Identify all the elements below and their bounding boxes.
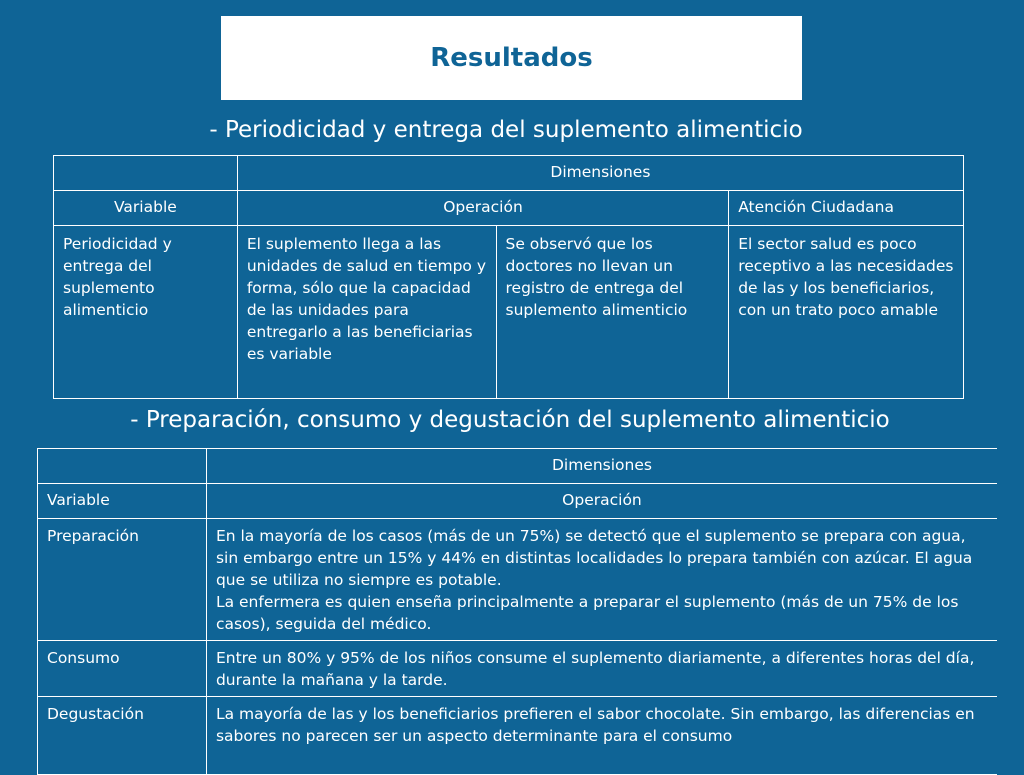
- table-row: [38, 697, 998, 775]
- operacion-header: Operación: [206, 484, 997, 519]
- operacion-cell: En la mayoría de los casos (más de un 75%) se detectó que el suplemento se prepara con agua, sin embargo entre un 15% y 44% en distintas localidades lo prepara también con azúcar. El agua que se utiliza no siempre es potable. La enfermera es quien enseña principalmente a preparar el suplemento (más de un 75% de los casos), seguida del médico.: [206, 519, 997, 641]
- section-heading-periodicidad: - Periodicidad y entrega del suplemento alimenticio: [209, 117, 803, 143]
- table-row: [54, 156, 964, 191]
- atencion-cell: El sector salud es poco receptivo a las necesidades de las y los beneficiarios, con un trato poco amable: [729, 226, 964, 399]
- section-heading-preparacion: - Preparación, consumo y degustación del suplemento alimenticio: [130, 407, 890, 433]
- dimensiones-header: Dimensiones: [206, 449, 997, 484]
- table-periodicidad: [53, 155, 964, 399]
- variable-cell: Degustación: [38, 697, 207, 775]
- variable-header: Variable: [38, 484, 207, 519]
- table-row: [54, 226, 964, 399]
- operacion-cell: Entre un 80% y 95% de los niños consume el suplemento diariamente, a diferentes horas del día, durante la mañana y la tarde.: [206, 641, 997, 697]
- table-row: [38, 641, 998, 697]
- empty-cell: [54, 156, 238, 191]
- table-row: [54, 191, 964, 226]
- variable-cell: Periodicidad y entrega del suplemento alimenticio: [54, 226, 238, 399]
- variable-cell: Consumo: [38, 641, 207, 697]
- title-box: [221, 16, 802, 100]
- table-row: [38, 449, 998, 484]
- atencion-header: Atención Ciudadana: [729, 191, 964, 226]
- variable-cell: Preparación: [38, 519, 207, 641]
- variable-header: Variable: [54, 191, 238, 226]
- operacion-cell-1: El suplemento llega a las unidades de salud en tiempo y forma, sólo que la capacidad de las unidades para entregarlo a las beneficiarias es variable: [237, 226, 496, 399]
- table-row: [38, 484, 998, 519]
- table-row: [38, 519, 998, 641]
- table-preparacion: [37, 448, 997, 775]
- operacion-cell: La mayoría de las y los beneficiarios prefieren el sabor chocolate. Sin embargo, las diferencias en sabores no parecen ser un aspecto determinante para el consumo: [206, 697, 997, 775]
- dimensiones-header: Dimensiones: [237, 156, 963, 191]
- operacion-header: Operación: [237, 191, 728, 226]
- operacion-cell-2: Se observó que los doctores no llevan un registro de entrega del suplemento alimenticio: [496, 226, 729, 399]
- empty-cell: [38, 449, 207, 484]
- slide-title: Resultados: [430, 43, 593, 73]
